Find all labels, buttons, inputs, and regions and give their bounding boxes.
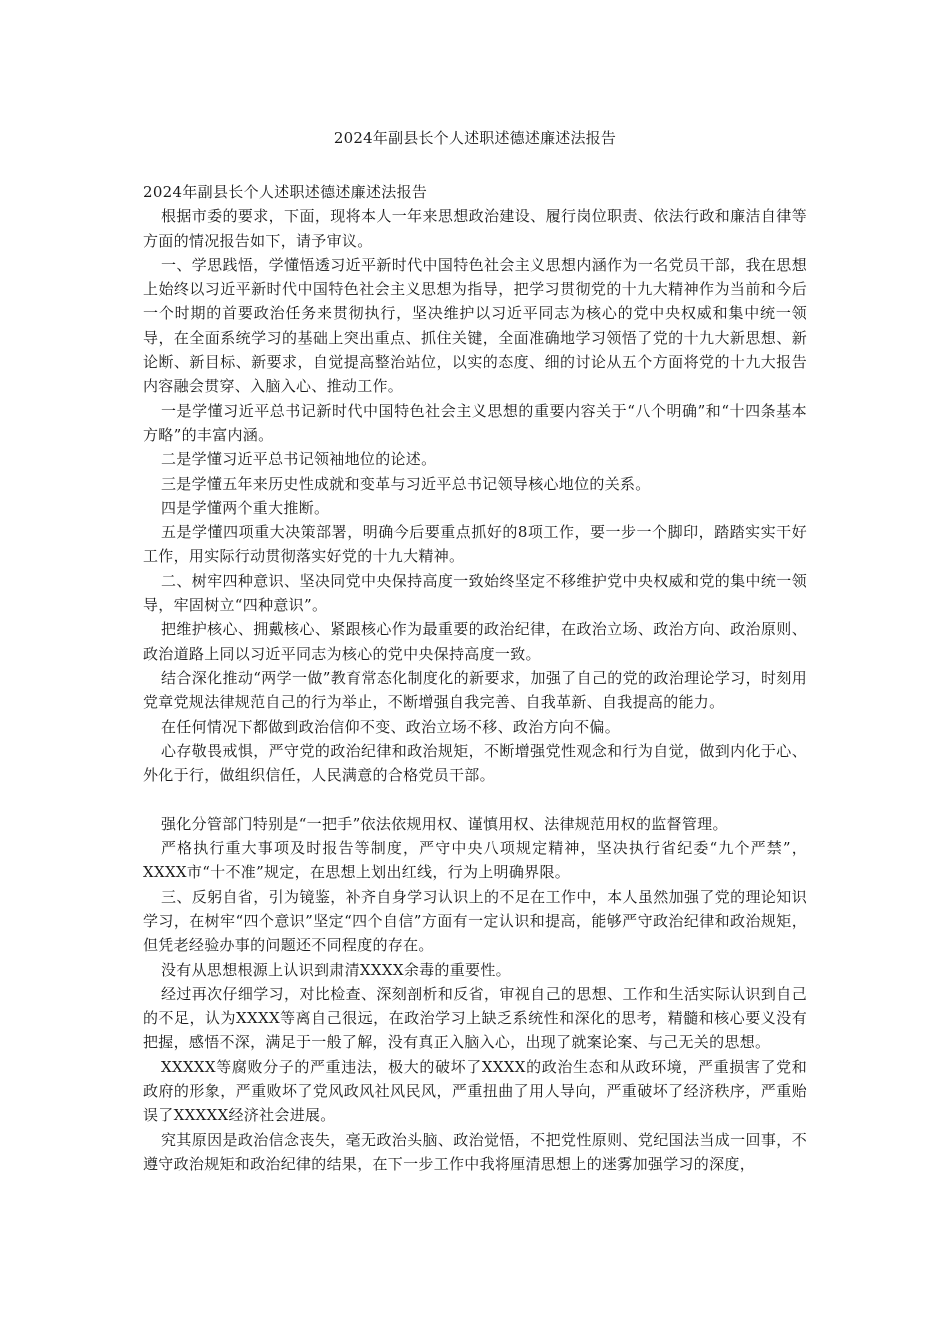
body-paragraph: 四是学懂两个重大推断。 bbox=[161, 498, 330, 517]
body-paragraph: 一、学思践悟，学懂悟透习近平新时代中国特色社会主义思想内涵作为一名党员干部，我在思想上始终以习近平新时代中国特色社会主义思想为指导，把学习贯彻党的十九大精神作为当前和今后一个时期的首要政治任务来贯彻执行，坚决维护以习近平同志为核心的党中央权威和集中统一领导，在全面系统学习的基础上突出重点、抓住关键，全面准确地学习领悟了党的十九大新思想、新论断、新目标、新要求，自觉提高整治站位，以实的态度、细的讨论从五个方面将党的十九大报告内容融会贯穿、入脑入心、推动工作。 bbox=[143, 255, 807, 396]
paragraph-group-b bbox=[143, 812, 807, 1176]
body-paragraph: 没有从思想根源上认识到肃清XXXX余毒的重要性。 bbox=[161, 960, 511, 979]
body-paragraph: 二、树牢四种意识、坚决同党中央保持高度一致始终坚定不移维护党中央权威和党的集中统一领导，牢固树立“四种意识”。 bbox=[143, 571, 807, 615]
body-paragraph: 五是学懂四项重大决策部署，明确今后要重点抓好的8项工作，要一步一个脚印，踏踏实实干好工作，用实际行动贯彻落实好党的十九大精神。 bbox=[143, 523, 807, 566]
document-subtitle: 2024年副县长个人述职述德述廉述法报告 bbox=[143, 183, 428, 201]
body-paragraph: 把维护核心、拥戴核心、紧跟核心作为最重要的政治纪律，在政治立场、政治方向、政治原则、政治道路上同以习近平同志为核心的党中央保持高度一致。 bbox=[143, 620, 807, 663]
body-paragraph: 究其原因是政治信念丧失，毫无政治头脑、政治觉悟，不把党性原则、党纪国法当成一回事，不遵守政治规矩和政治纪律的结果，在下一步工作中我将厘清思想上的迷雾加强学习的深度， bbox=[143, 1130, 807, 1173]
body-paragraph: 一是学懂习近平总书记新时代中国特色社会主义思想的重要内容关于“八个明确”和“十四条基本方略”的丰富内涵。 bbox=[143, 401, 807, 444]
body-paragraph: 心存敬畏戒惧，严守党的政治纪律和政治规矩，不断增强党性观念和行为自觉，做到内化于心、外化于行，做组织信任，人民满意的合格党员干部。 bbox=[143, 741, 807, 785]
body-paragraph: 根据市委的要求，下面，现将本人一年来思想政治建设、履行岗位职责、依法行政和廉洁自律等方面的情况报告如下，请予审议。 bbox=[143, 207, 807, 250]
body-paragraph: 结合深化推动“两学一做”教育常态化制度化的新要求，加强了自己的党的政治理论学习，时刻用党章党规法律规范自己的行为举止，不断增强自我完善、自我革新、自我提高的能力。 bbox=[143, 668, 807, 712]
body-paragraph: 在任何情况下都做到政治信仰不变、政治立场不移、政治方向不偏。 bbox=[161, 717, 621, 736]
body-paragraph: 强化分管部门特别是“一把手”依法依规用权、谨慎用权、法律规范用权的监督管理。 bbox=[161, 814, 728, 833]
body-paragraph: XXXXX等腐败分子的严重违法，极大的破坏了XXXX的政治生态和从政环境，严重损害了党和政府的形象，严重败坏了党风政风社风民风，严重扭曲了用人导向，严重破坏了经济秩序，严重贻误了XXXXX经济社会进展。 bbox=[143, 1057, 807, 1125]
body-paragraph: 严格执行重大事项及时报告等制度，严守中央八项规定精神，坚决执行省纪委“九个严禁”，XXXX市“十不准”规定，在思想上划出红线，行为上明确界限。 bbox=[143, 839, 807, 882]
paragraph-gap bbox=[143, 787, 807, 811]
body-paragraph: 经过再次仔细学习，对比检查、深刻剖析和反省，审视自己的思想、工作和生活实际认识到自己的不足，认为XXXX等离自己很远，在政治学习上缺乏系统性和深化的思考，精髓和核心要义没有把握，感悟不深，满足于一般了解，没有真正入脑入心，出现了就案论案、与己无关的思想。 bbox=[143, 984, 807, 1052]
body-paragraph: 三是学懂五年来历史性成就和变革与习近平总书记领导核心地位的关系。 bbox=[161, 474, 651, 493]
body-paragraph: 三、反躬自省，引为镜鉴，补齐自身学习认识上的不足在工作中，本人虽然加强了党的理论知识学习，在树牢“四个意识”坚定“四个自信”方面有一定认识和提高，能够严守政治纪律和政治规矩，但凭老经验办事的问题还不同程度的存在。 bbox=[143, 887, 807, 955]
body-paragraph: 二是学懂习近平总书记领袖地位的论述。 bbox=[161, 450, 437, 469]
document-body bbox=[143, 180, 807, 1176]
paragraph-group-a bbox=[143, 204, 807, 787]
document-title: 2024年副县长个人述职述德述廉述法报告 bbox=[333, 129, 617, 147]
